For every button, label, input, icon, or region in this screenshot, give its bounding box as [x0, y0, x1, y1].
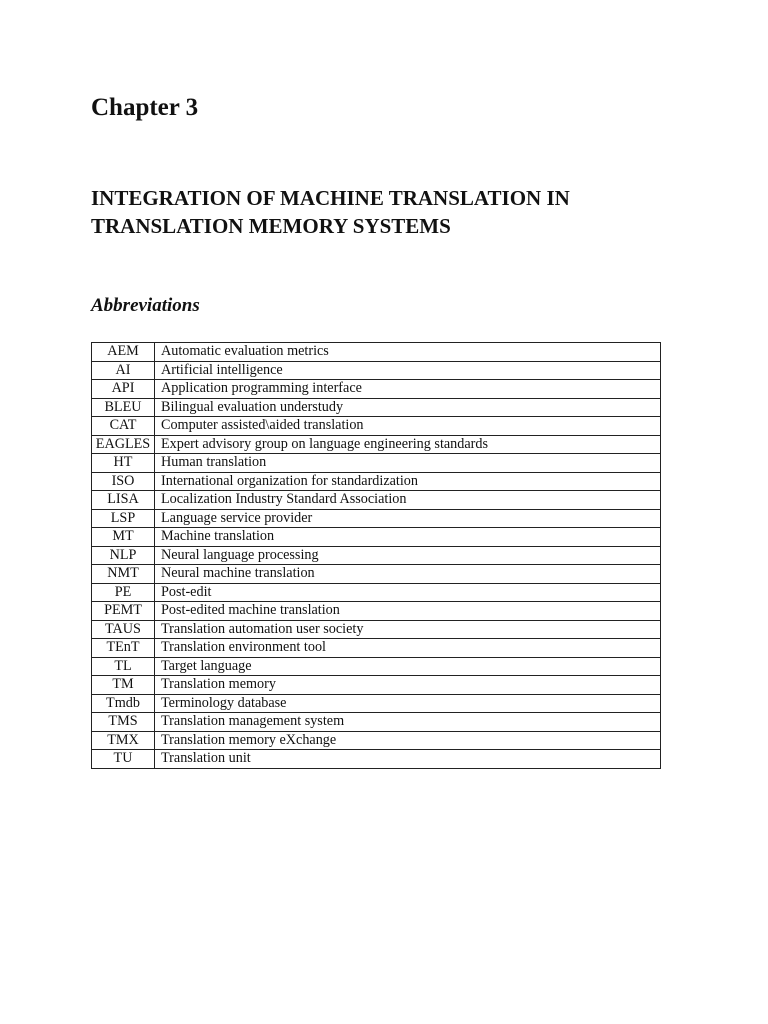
- table-row: [92, 491, 661, 510]
- definition-cell: Translation automation user society: [155, 620, 661, 639]
- definition-cell: Human translation: [155, 454, 661, 473]
- abbreviation-cell: AI: [92, 361, 155, 380]
- table-row: [92, 657, 661, 676]
- abbreviation-cell: TMS: [92, 713, 155, 732]
- abbreviation-cell: CAT: [92, 417, 155, 436]
- abbreviation-cell: TMX: [92, 731, 155, 750]
- definition-cell: Computer assisted\aided translation: [155, 417, 661, 436]
- definition-cell: International organization for standardization: [155, 472, 661, 491]
- table-row: [92, 380, 661, 399]
- abbreviation-cell: NMT: [92, 565, 155, 584]
- chapter-title-line-2: TRANSLATION MEMORY SYSTEMS: [91, 214, 451, 238]
- definition-cell: Artificial intelligence: [155, 361, 661, 380]
- table-row: [92, 694, 661, 713]
- abbreviation-cell: ISO: [92, 472, 155, 491]
- definition-cell: Neural machine translation: [155, 565, 661, 584]
- definition-cell: Translation unit: [155, 750, 661, 769]
- table-row: [92, 528, 661, 547]
- table-row: [92, 435, 661, 454]
- definition-cell: Post-edit: [155, 583, 661, 602]
- definition-cell: Translation environment tool: [155, 639, 661, 658]
- definition-cell: Translation management system: [155, 713, 661, 732]
- definition-cell: Translation memory eXchange: [155, 731, 661, 750]
- abbreviation-cell: TU: [92, 750, 155, 769]
- chapter-title-line-1: INTEGRATION OF MACHINE TRANSLATION IN: [91, 186, 570, 210]
- chapter-title: [91, 184, 691, 240]
- definition-cell: Terminology database: [155, 694, 661, 713]
- definition-cell: Application programming interface: [155, 380, 661, 399]
- definition-cell: Expert advisory group on language engineering standards: [155, 435, 661, 454]
- abbreviation-cell: PE: [92, 583, 155, 602]
- abbreviation-cell: AEM: [92, 343, 155, 362]
- abbreviations-heading: Abbreviations: [91, 295, 200, 316]
- table-row: [92, 565, 661, 584]
- abbreviation-cell: HT: [92, 454, 155, 473]
- table-row: [92, 750, 661, 769]
- abbreviation-cell: TEnT: [92, 639, 155, 658]
- abbreviation-cell: LISA: [92, 491, 155, 510]
- definition-cell: Localization Industry Standard Association: [155, 491, 661, 510]
- table-row: [92, 343, 661, 362]
- definition-cell: Machine translation: [155, 528, 661, 547]
- abbreviation-cell: LSP: [92, 509, 155, 528]
- table-row: [92, 639, 661, 658]
- table-row: [92, 454, 661, 473]
- definition-cell: Automatic evaluation metrics: [155, 343, 661, 362]
- abbreviations-table-body: [92, 343, 661, 769]
- abbreviation-cell: BLEU: [92, 398, 155, 417]
- table-row: [92, 731, 661, 750]
- abbreviation-cell: MT: [92, 528, 155, 547]
- table-row: [92, 713, 661, 732]
- table-row: [92, 472, 661, 491]
- definition-cell: Translation memory: [155, 676, 661, 695]
- abbreviation-cell: TL: [92, 657, 155, 676]
- table-row: [92, 398, 661, 417]
- table-row: [92, 361, 661, 380]
- definition-cell: Post-edited machine translation: [155, 602, 661, 621]
- definition-cell: Target language: [155, 657, 661, 676]
- abbreviation-cell: Tmdb: [92, 694, 155, 713]
- table-row: [92, 676, 661, 695]
- table-row: [92, 602, 661, 621]
- table-row: [92, 509, 661, 528]
- abbreviation-cell: API: [92, 380, 155, 399]
- table-row: [92, 417, 661, 436]
- table-row: [92, 546, 661, 565]
- definition-cell: Language service provider: [155, 509, 661, 528]
- definition-cell: Bilingual evaluation understudy: [155, 398, 661, 417]
- abbreviations-table: [91, 342, 661, 769]
- chapter-heading: Chapter 3: [91, 94, 199, 121]
- abbreviation-cell: TAUS: [92, 620, 155, 639]
- abbreviation-cell: EAGLES: [92, 435, 155, 454]
- table-row: [92, 620, 661, 639]
- abbreviation-cell: PEMT: [92, 602, 155, 621]
- abbreviation-cell: TM: [92, 676, 155, 695]
- definition-cell: Neural language processing: [155, 546, 661, 565]
- table-row: [92, 583, 661, 602]
- abbreviation-cell: NLP: [92, 546, 155, 565]
